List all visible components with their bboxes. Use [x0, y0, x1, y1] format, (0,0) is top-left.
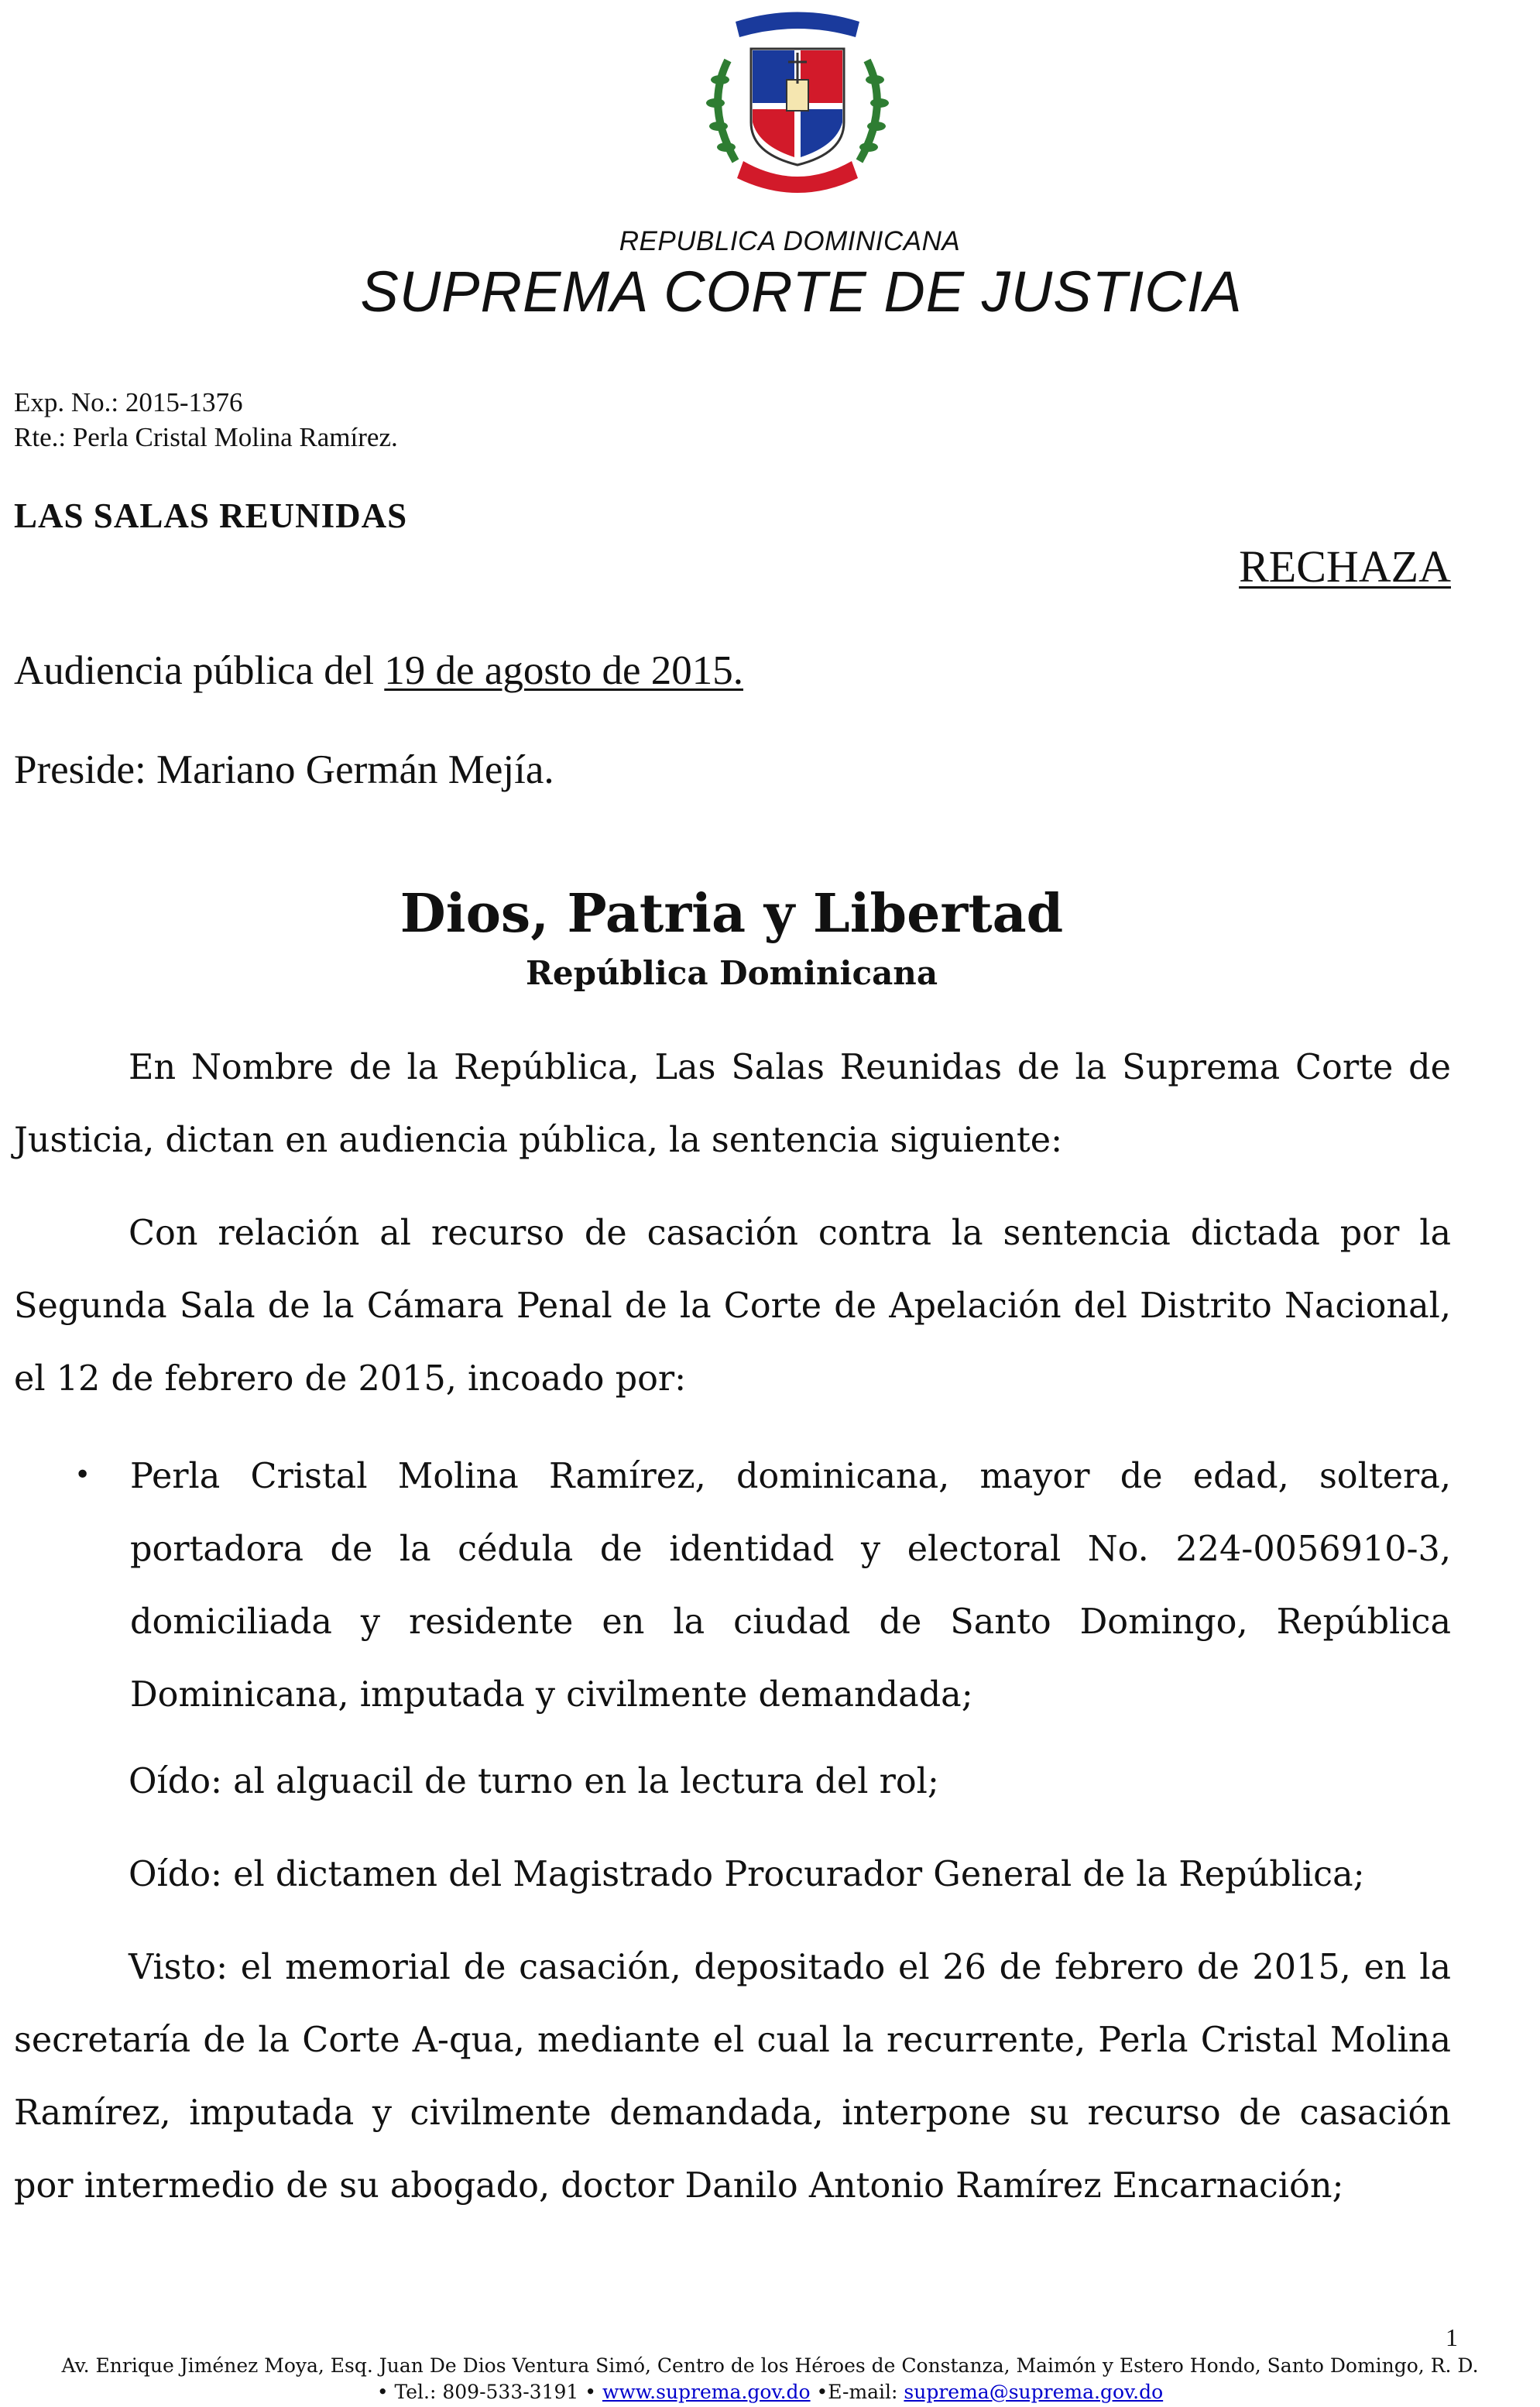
page-number: 1: [1446, 2323, 1458, 2351]
decision-label: RECHAZA: [1239, 541, 1451, 592]
footer-email-label: •E-mail:: [810, 2381, 904, 2403]
paragraph-intro: En Nombre de la República, Las Salas Reunidas de la Suprema Corte de Justicia, dictan en audiencia pública, la sentencia siguiente:: [14, 1048, 1451, 1160]
hearing-date: 19 de agosto de 2015.: [384, 648, 743, 693]
bullet-icon: •: [74, 1459, 91, 1491]
footer-address: Av. Enrique Jiménez Moya, Esq. Juan De Dios Ventura Simó, Centro de los Héroes de Constanza, Maimón y Estero Hondo, Santo Domingo, R. D.: [61, 2354, 1479, 2377]
appellant-details: Perla Cristal Molina Ramírez, dominicana, mayor de edad, soltera, portadora de la cédula de identidad y electoral No. 224-0056910-3, domiciliada y residente en la ciudad de Santo Domingo, República Dominicana, imputada y civilmente demandada;: [130, 1457, 1451, 1715]
website-link[interactable]: www.suprema.gov.do: [602, 2381, 811, 2403]
presides-line: Preside: Mariano Germán Mejía.: [14, 747, 554, 792]
footer-tel: • Tel.: 809-533-3191 •: [376, 2381, 602, 2403]
paragraph-oido-alguacil: Oído: al alguacil de turno en la lectura del rol;: [129, 1762, 939, 1801]
coat-of-arms-icon: [681, 6, 914, 200]
hearing-prefix: Audiencia pública del: [14, 648, 385, 693]
footer-contact: [0, 2381, 1540, 2403]
chamber-heading: LAS SALAS REUNIDAS: [14, 496, 408, 535]
paragraph-oido-dictamen: Oído: el dictamen del Magistrado Procurador General de la República;: [129, 1855, 1365, 1894]
paragraph-visto-memorial: Visto: el memorial de casación, depositado el 26 de febrero de 2015, en la secretaría de la Corte A-qua, mediante el cual la recurrente, Perla Cristal Molina Ramírez, imputada y civilmente demandada, interpone su recurso de casación por intermedio de su abogado, doctor Danilo Antonio Ramírez Encarnación;: [14, 1948, 1451, 2206]
coat-of-arms: [681, 6, 914, 200]
hearing-line: [14, 647, 743, 694]
paragraph-appeal: Con relación al recurso de casación contra la sentencia dictada por la Segunda Sala de la Cámara Penal de la Corte de Apelación del Distrito Nacional, el 12 de febrero de 2015, incoado por:: [14, 1214, 1451, 1399]
motto-subtitle: República Dominicana: [525, 954, 938, 992]
country-heading: REPUBLICA DOMINICANA: [619, 226, 961, 256]
national-motto: Dios, Patria y Libertad: [400, 883, 1064, 945]
court-heading: SUPREMA CORTE DE JUSTICIA: [360, 259, 1243, 324]
email-link[interactable]: suprema@suprema.gov.do: [904, 2381, 1164, 2403]
case-number: Exp. No.: 2015-1376: [14, 387, 243, 417]
case-appellant: Rte.: Perla Cristal Molina Ramírez.: [14, 422, 398, 452]
